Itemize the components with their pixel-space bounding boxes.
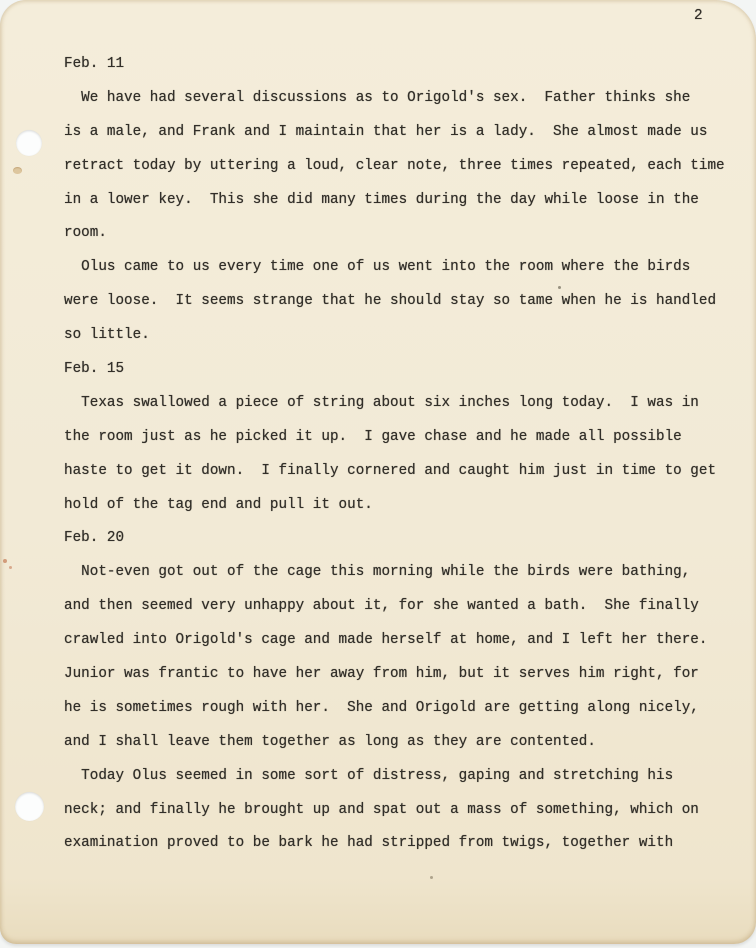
paper-speck	[13, 167, 22, 174]
text-line: room.	[64, 225, 107, 242]
text-line: Feb. 20	[64, 530, 125, 547]
text-line: neck; and finally he brought up and spat out a mass of something, which on	[64, 801, 699, 818]
text-line: Today Olus seemed in some sort of distress, gaping and stretching his	[64, 767, 674, 784]
text-line: and then seemed very unhappy about it, for she wanted a bath. She finally	[64, 598, 699, 615]
text-line: Not-even got out of the cage this morning while the birds were bathing,	[64, 564, 691, 581]
paper-speck	[3, 559, 7, 563]
text-line: and I shall leave them together as long as they are contented.	[64, 733, 596, 750]
text-line: Feb. 15	[64, 361, 125, 378]
text-block	[64, 48, 734, 861]
text-line: haste to get it down. I finally cornered and caught him just in time to get	[64, 462, 717, 479]
text-line: were loose. It seems strange that he should stay so tame when he is handled	[64, 293, 717, 310]
text-line: Feb. 11	[64, 56, 125, 72]
text-line: so little.	[64, 327, 150, 344]
text-line: Texas swallowed a piece of string about six inches long today. I was in	[64, 394, 699, 411]
page-number: 2	[694, 8, 703, 24]
text-line: hold of the tag end and pull it out.	[64, 496, 373, 513]
text-line: We have had several discussions as to Origold's sex. Father thinks she	[64, 89, 691, 106]
text-line: in a lower key. This she did many times during the day while loose in the	[64, 191, 699, 208]
text-line: retract today by uttering a loud, clear note, three times repeated, each time	[64, 157, 725, 174]
paper-speck	[430, 876, 433, 879]
text-line: examination proved to be bark he had stripped from twigs, together with	[64, 835, 674, 852]
text-line: Olus came to us every time one of us went into the room where the birds	[64, 259, 691, 276]
hole-punch-top	[16, 130, 42, 156]
hole-punch-bottom	[15, 792, 44, 821]
text-line: he is sometimes rough with her. She and Origold are getting along nicely,	[64, 699, 699, 716]
text-line: crawled into Origold's cage and made herself at home, and I left her there.	[64, 632, 708, 649]
paper-speck	[9, 566, 12, 569]
text-line: Junior was frantic to have her away from him, but it serves him right, for	[64, 666, 699, 683]
text-line: is a male, and Frank and I maintain that her is a lady. She almost made us	[64, 123, 708, 140]
text-line: the room just as he picked it up. I gave chase and he made all possible	[64, 428, 682, 445]
